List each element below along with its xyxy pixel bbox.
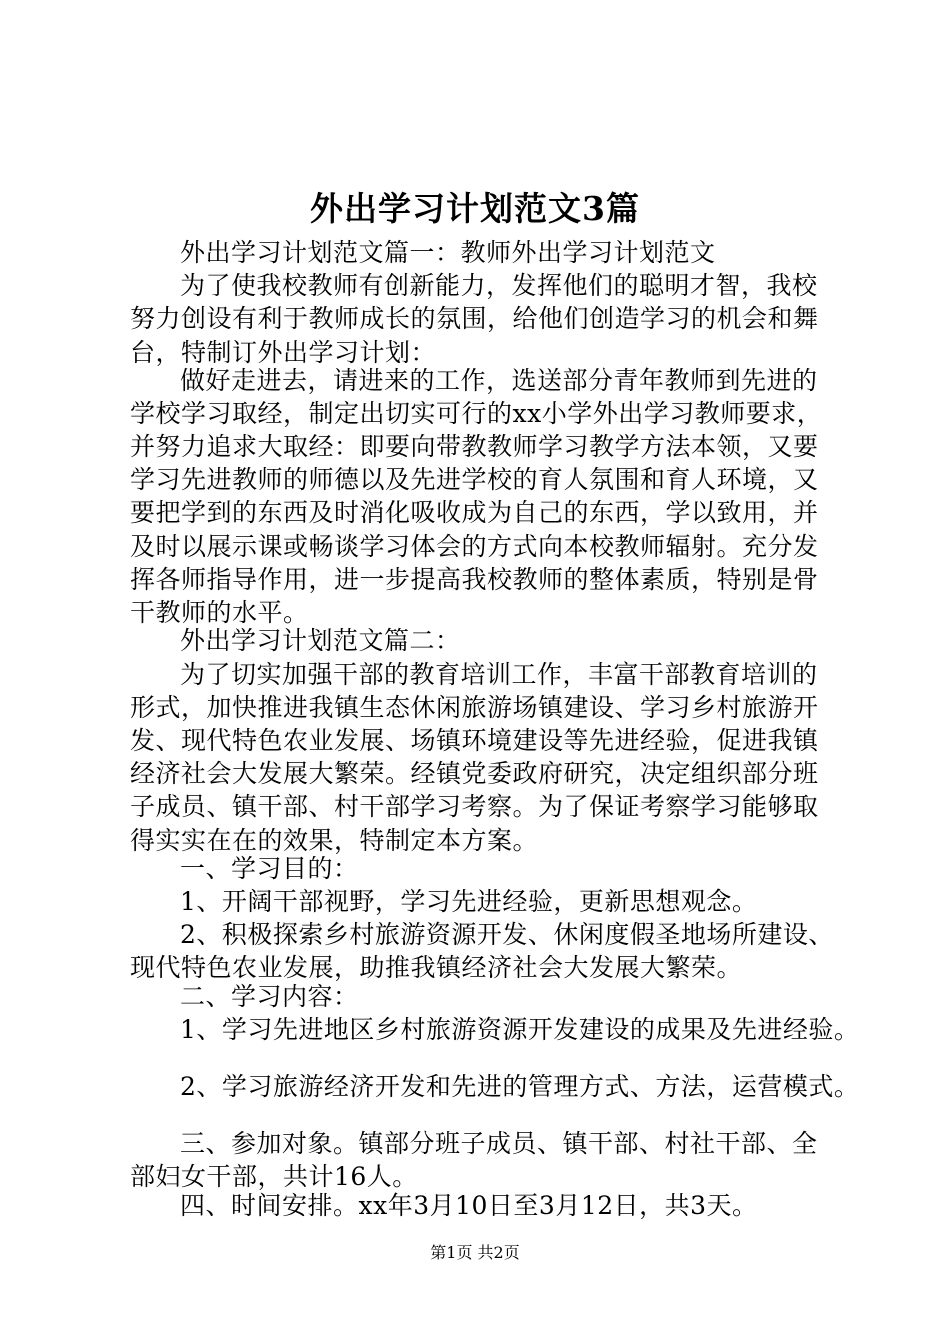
paragraph-line: 台，特制订外出学习计划： (130, 338, 437, 367)
list-item-continued: 现代特色农业发展，助推我镇经济社会大发展大繁荣。 (130, 953, 743, 982)
paragraph-line: 发、现代特色农业发展、场镇环境建设等先进经验，促进我镇 (130, 726, 819, 755)
paragraph-line: 及时以展示课或畅谈学习体会的方式向本校教师辐射。充分发 (130, 532, 819, 561)
paragraph-line: 努力创设有利于教师成长的氛围，给他们创造学习的机会和舞 (130, 304, 819, 333)
section-heading: 三、参加对象。镇部分班子成员、镇干部、村社干部、全 (180, 1129, 818, 1158)
list-item: 2、积极探索乡村旅游资源开发、休闲度假圣地场所建设、 (180, 920, 834, 949)
list-item: 1、开阔干部视野，学习先进经验，更新思想观念。 (180, 887, 758, 916)
section-heading: 二、学习内容： (180, 982, 359, 1011)
paragraph-line: 得实实在在的效果，特制定本方案。 (130, 826, 539, 855)
heading-article-one: 外出学习计划范文篇一：教师外出学习计划范文 (180, 238, 716, 267)
list-item: 2、学习旅游经济开发和先进的管理方式、方法，运营模式。 (180, 1072, 860, 1101)
paragraph-line: 经济社会大发展大繁荣。经镇党委政府研究，决定组织部分班 (130, 759, 819, 788)
list-item: 1、学习先进地区乡村旅游资源开发建设的成果及先进经验。 (180, 1015, 860, 1044)
page-footer: 第1页 共2页 (430, 1243, 520, 1262)
paragraph-line: 做好走进去，请进来的工作，选送部分青年教师到先进的 (180, 366, 818, 395)
paragraph-line: 为了使我校教师有创新能力，发挥他们的聪明才智，我校 (180, 271, 818, 300)
paragraph-line: 部妇女干部，共计16人。 (130, 1162, 418, 1191)
document-title: 外出学习计划范文3篇 (310, 189, 640, 228)
paragraph-line: 挥各师指导作用，进一步提高我校教师的整体素质，特别是骨 (130, 565, 819, 594)
paragraph-line: 要把学到的东西及时消化吸收成为自己的东西，学以致用，并 (130, 498, 819, 527)
paragraph-line: 并努力追求大取经：即要向带教教师学习教学方法本领，又要 (130, 432, 819, 461)
section-heading: 四、时间安排。xx年3月10日至3月12日，共3天。 (180, 1191, 758, 1220)
heading-article-two: 外出学习计划范文篇二： (180, 626, 461, 655)
paragraph-line: 干教师的水平。 (130, 598, 309, 627)
paragraph-line: 学校学习取经，制定出切实可行的xx小学外出学习教师要求， (130, 399, 823, 428)
section-heading: 一、学习目的： (180, 854, 359, 883)
paragraph-line: 学习先进教师的师德以及先进学校的育人氛围和育人环境，又 (130, 465, 819, 494)
paragraph-line: 为了切实加强干部的教育培训工作，丰富干部教育培训的 (180, 660, 818, 689)
paragraph-line: 形式，加快推进我镇生态休闲旅游场镇建设、学习乡村旅游开 (130, 693, 819, 722)
paragraph-line: 子成员、镇干部、村干部学习考察。为了保证考察学习能够取 (130, 792, 819, 821)
